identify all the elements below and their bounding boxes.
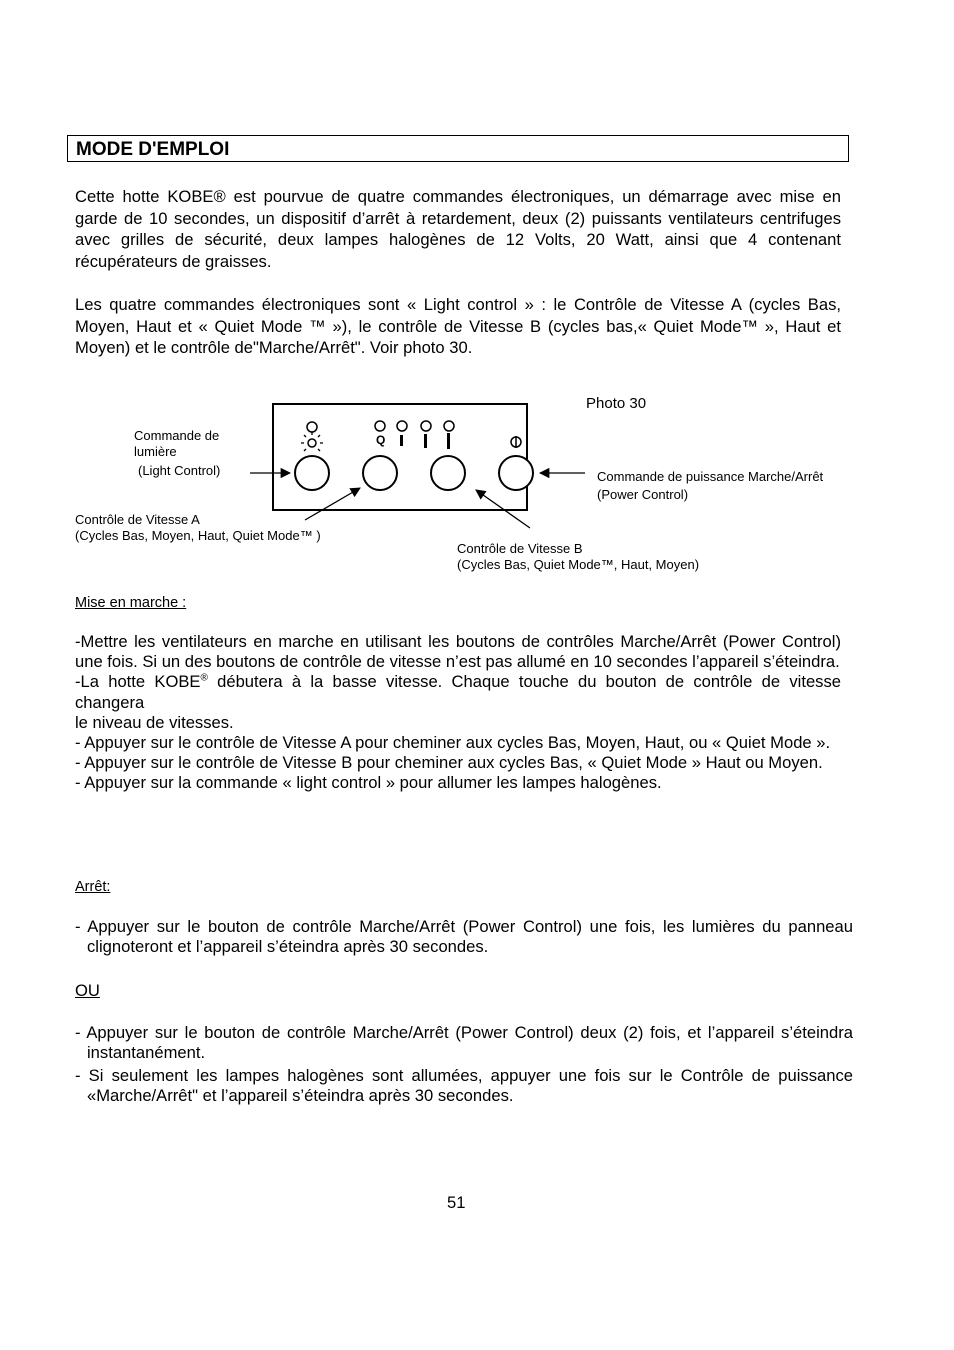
section-title: MODE D'EMPLOI <box>76 139 230 160</box>
svg-text:Q: Q <box>376 433 386 447</box>
speed-b-button <box>431 456 465 490</box>
power-control-button <box>499 456 533 490</box>
speed-b-label: Contrôle de Vitesse B (Cycles Bas, Quiet Mode™, Haut, Moyen) <box>457 541 700 572</box>
speed-a-label: Contrôle de Vitesse A (Cycles Bas, Moyen, Haut, Quiet Mode™ ) <box>75 512 321 543</box>
start-heading: Mise en marche : <box>75 595 187 611</box>
start-instructions: -Mettre les ventilateurs en marche en utilisant les boutons de contrôles Marche/Arrêt (Power Control) une fois. Si un des boutons de contrôle de vitesse n’est pas allumé en 10 secondes l’appareil s’éteindra. -La hotte KOBE® débutera à la basse vitesse. Chaque touche du bouton de contrôle de vitesse changera le niveau de vitesses. - Appuyer sur le contrôle de Vitesse A pour cheminer aux cycles Bas, Moyen, Haut, ou « Quiet Mode ». - Appuyer sur le contrôle de Vitesse B pour cheminer aux cycles Bas, « Quiet Mode » Haut ou Moyen. - Appuyer sur la commande « light control » pour allumer les lampes halogènes. <box>75 632 841 793</box>
stop-line-3: - Si seulement les lampes halogènes sont allumées, appuyer une fois sur le Contrôle de puissance «Marche/Arrêt" et l’appareil s’éteindra après 30 secondes. <box>75 1066 853 1106</box>
intro-paragraph: Cette hotte KOBE® est pourvue de quatre commandes électroniques, un démarrage avec mise en garde de 10 secondes, un dispositif d’arrêt à retardement, deux (2) puissants ventilateurs centrifuges avec grilles de sécurité, deux lampes halogènes de 12 Volts, 20 Watt, ainsi que 4 contenant récupérateurs de graisses. <box>75 187 841 271</box>
speed-a-button <box>363 456 397 490</box>
page-number: 51 <box>447 1193 466 1212</box>
light-control-button <box>295 456 329 490</box>
section-title-box <box>67 135 849 162</box>
photo-label: Photo 30 <box>586 395 647 412</box>
stop-line-1: - Appuyer sur le bouton de contrôle Marche/Arrêt (Power Control) une fois, les lumières du panneau clignoteront et l’appareil s’éteindra après 30 secondes. <box>75 917 853 957</box>
stop-line-2: - Appuyer sur le bouton de contrôle Marche/Arrêt (Power Control) deux (2) fois, et l’appareil s’éteindra instantanément. <box>75 1023 853 1063</box>
power-label: Commande de puissance Marche/Arrêt (Power Control) <box>597 469 824 502</box>
controls-paragraph: Les quatre commandes électroniques sont « Light control » : le Contrôle de Vitesse A (cycles Bas, Moyen, Haut et « Quiet Mode ™ »), le contrôle de Vitesse B (cycles bas,« Quiet Mode™ », Haut et Moyen) et le contrôle de"Marche/Arrêt". Voir photo 30. <box>75 295 841 358</box>
light-label: Commande de lumière (Light Control) <box>134 428 221 478</box>
stop-heading: Arrêt: <box>75 879 111 895</box>
or-label: OU <box>75 981 100 1000</box>
